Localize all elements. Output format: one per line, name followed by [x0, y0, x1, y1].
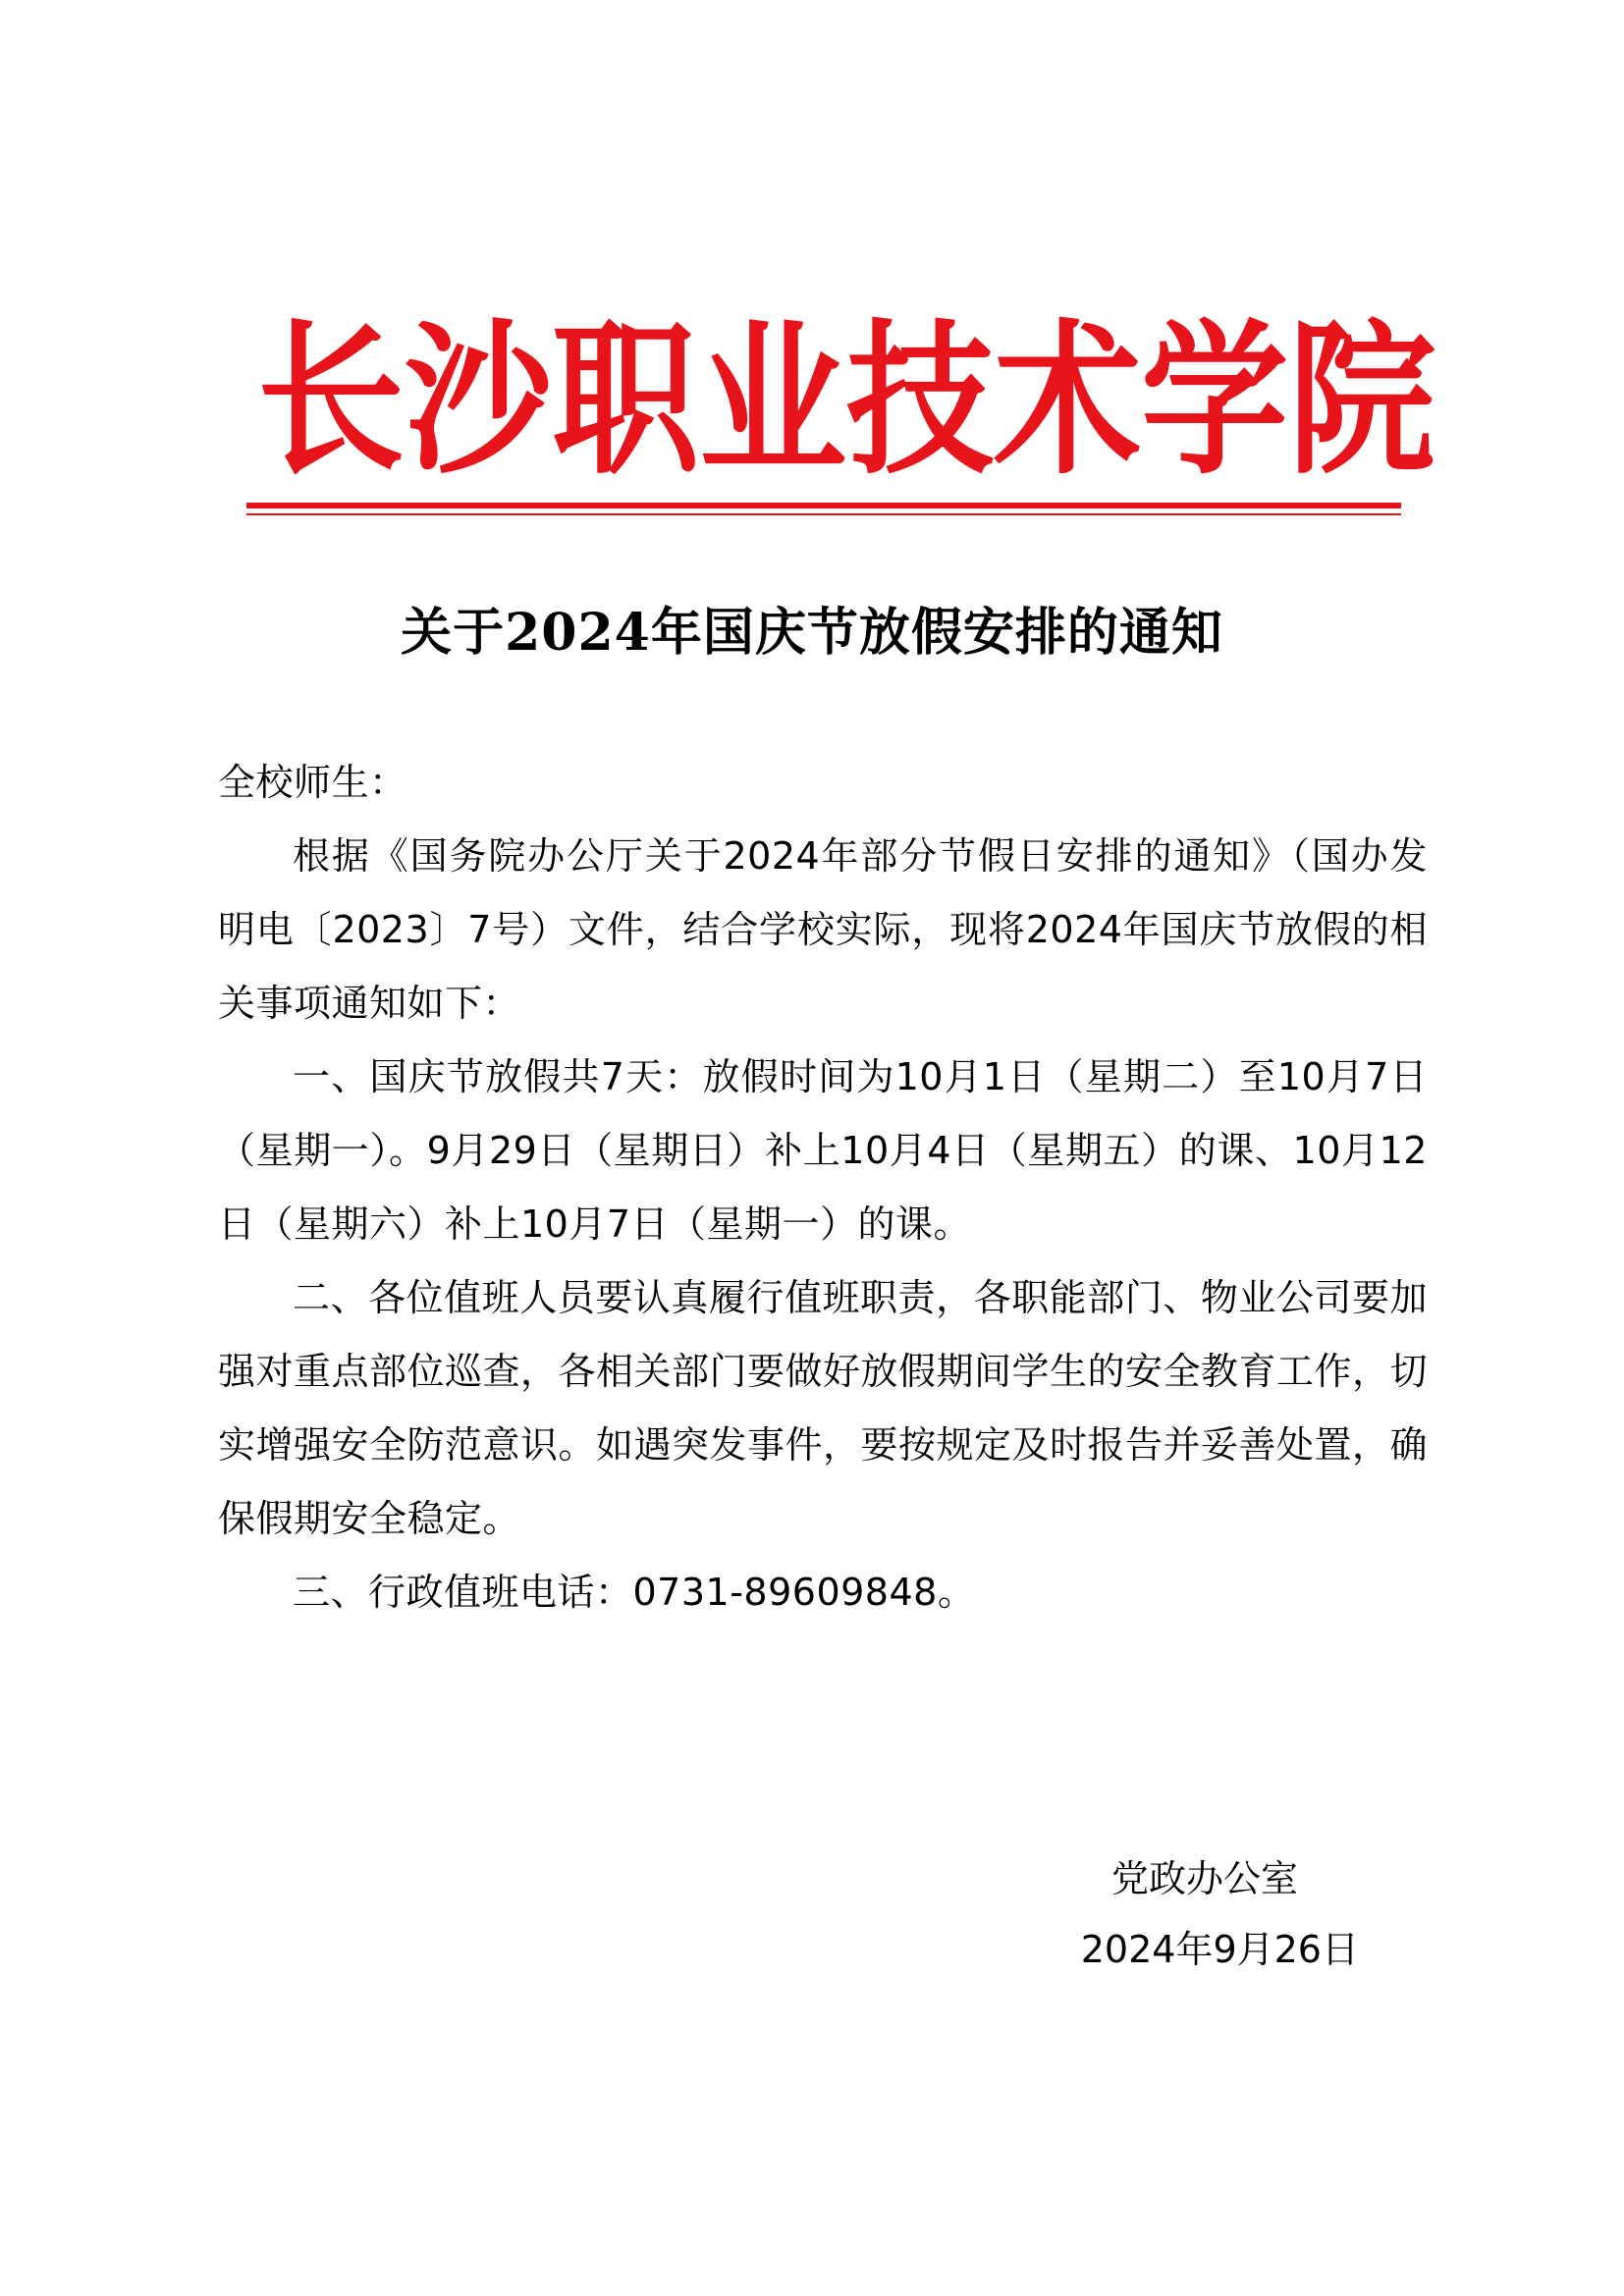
signature-block	[868, 1843, 1359, 1985]
paragraph-item-1: 一、国庆节放假共7天：放假时间为10月1日（星期二）至10月7日（星期一）。9月29日（星期日）补上10月4日（星期五）的课、10月12日（星期六）补上10月7日（星期一）的课。	[218, 1055, 1428, 1246]
masthead-rule-thin	[246, 513, 1401, 515]
masthead-char: 术	[994, 303, 1142, 498]
paragraph-item-2: 二、各位值班人员要认真履行值班职责，各职能部门、物业公司要加强对重点部位巡查，各相关部门要做好放假期间学生的安全教育工作，切实增强安全防范意识。如遇突发事件，要按规定及时报告并妥善处置，确保假期安全稳定。	[218, 1276, 1429, 1540]
masthead-char: 学	[1141, 303, 1289, 498]
masthead-char: 院	[1288, 303, 1436, 498]
document-body	[218, 746, 1428, 1629]
masthead	[257, 303, 1436, 498]
paragraph-intro: 根据《国务院办公厅关于2024年部分节假日安排的通知》（国办发明电〔2023〕7号）文件，结合学校实际，现将2024年国庆节放假的相关事项通知如下：	[218, 834, 1428, 1025]
document-title: 关于2024年国庆节放假安排的通知	[401, 603, 1223, 663]
issuing-office: 党政办公室	[1110, 1857, 1298, 1900]
masthead-char: 长	[257, 303, 406, 498]
masthead-char: 职	[552, 303, 700, 498]
salutation: 全校师生：	[218, 761, 407, 804]
masthead-char: 沙	[405, 303, 553, 498]
masthead-rule-thick	[246, 503, 1401, 508]
masthead-char: 业	[699, 303, 847, 498]
masthead-char: 技	[846, 303, 995, 498]
paragraph-item-3: 三、行政值班电话：0731-89609848。	[293, 1571, 976, 1614]
issue-date: 2024年9月26日	[1080, 1928, 1359, 1971]
